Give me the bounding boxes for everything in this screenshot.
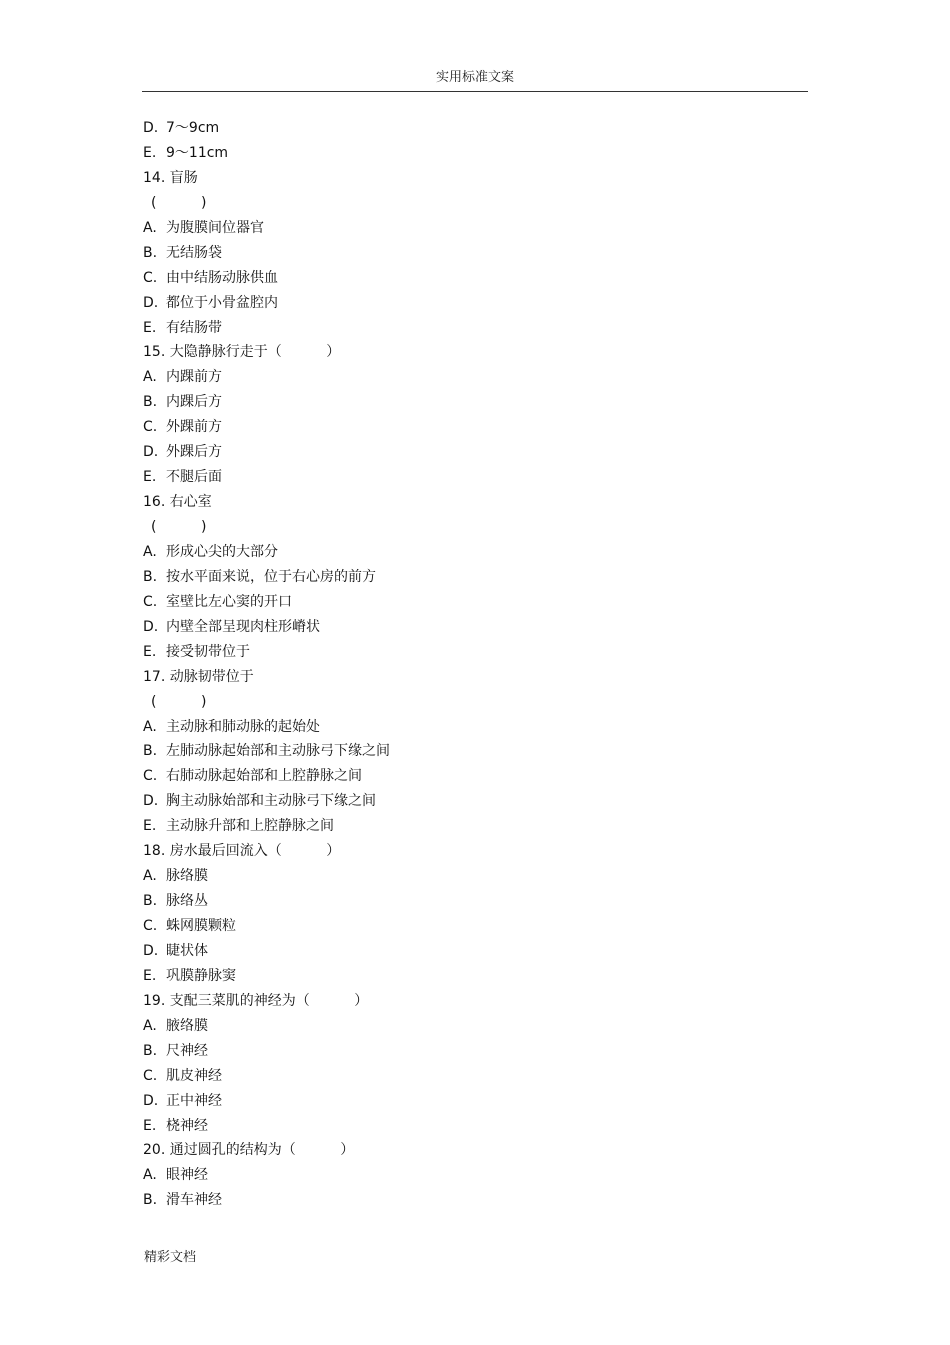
option-line: [143, 390, 803, 415]
option-line: [143, 715, 803, 740]
answer-parentheses: ( ): [151, 693, 207, 710]
option-letter: B.: [143, 394, 158, 411]
option-letter: E.: [143, 469, 157, 486]
option-text: 眼神经: [166, 1167, 208, 1184]
question-text: 15. 大隐静脉行走于（ ）: [143, 344, 341, 361]
question-stem: [143, 490, 803, 515]
option-letter: C.: [143, 918, 158, 934]
question-stem: [143, 665, 803, 690]
option-line: [143, 1163, 803, 1188]
option-line: [143, 590, 803, 615]
option-text: 由中结肠动脉供血: [166, 269, 278, 286]
option-line: [143, 1064, 803, 1089]
option-line: [143, 814, 803, 839]
option-text: 按水平面来说，位于右心房的前方: [166, 568, 376, 585]
option-text: 肌皮神经: [166, 1067, 222, 1084]
option-line: [143, 241, 803, 266]
option-letter: A.: [143, 1017, 157, 1034]
option-line: [143, 266, 803, 291]
question-stem: [143, 989, 803, 1014]
option-text: 形成心尖的大部分: [166, 543, 278, 560]
option-text: 无结肠袋: [166, 244, 222, 261]
option-text: 为腹膜间位器官: [166, 219, 264, 236]
option-line: [143, 864, 803, 889]
option-text: 右肺动脉起始部和上腔静脉之间: [166, 768, 362, 785]
option-letter: A.: [143, 543, 157, 560]
option-text: 内踝前方: [166, 369, 222, 386]
option-letter: B.: [143, 244, 158, 261]
option-letter: A.: [143, 369, 157, 386]
option-text: 脉络膜: [166, 868, 208, 885]
question-text: 14. 盲肠: [143, 169, 198, 186]
option-line: [143, 365, 803, 390]
option-text: 睫状体: [166, 942, 208, 959]
answer-parentheses: ( ): [151, 194, 207, 211]
option-letter: A.: [143, 219, 157, 236]
option-letter: D.: [143, 793, 159, 810]
option-text: 7～9cm: [166, 120, 220, 136]
option-text: 9～11cm: [166, 144, 229, 161]
option-letter: E.: [143, 1117, 157, 1134]
option-line: [143, 291, 803, 316]
question-stem: [143, 839, 803, 864]
option-letter: E.: [143, 818, 157, 835]
option-letter: B.: [143, 1192, 158, 1209]
answer-blank: [143, 191, 803, 216]
option-letter: C.: [143, 593, 158, 610]
option-line: [143, 141, 803, 166]
option-text: 有结肠带: [166, 319, 222, 336]
question-stem: [143, 340, 803, 365]
option-letter: C.: [143, 269, 158, 286]
option-text: 外踝前方: [166, 419, 222, 436]
option-text: 脉络丛: [166, 893, 208, 910]
option-line: [143, 440, 803, 465]
option-line: [143, 964, 803, 989]
option-line: [143, 565, 803, 590]
question-text: 16. 右心室: [143, 494, 212, 511]
option-letter: D.: [143, 1092, 159, 1109]
option-letter: C.: [143, 1067, 158, 1084]
option-letter: E.: [143, 144, 157, 161]
option-line: [143, 465, 803, 490]
question-list: [143, 116, 803, 1213]
option-text: 尺神经: [166, 1042, 208, 1059]
option-text: 正中神经: [166, 1092, 222, 1109]
option-line: [143, 1089, 803, 1114]
option-line: [143, 116, 803, 141]
option-letter: D.: [143, 618, 159, 635]
page-header: 实用标准文案: [435, 70, 514, 85]
option-line: [143, 415, 803, 440]
option-text: 室壁比左心窦的开口: [166, 593, 292, 610]
option-letter: D.: [143, 294, 159, 311]
option-text: 左肺动脉起始部和主动脉弓下缘之间: [166, 743, 390, 760]
option-letter: D.: [143, 444, 159, 461]
option-text: 不腿后面: [166, 469, 222, 486]
option-letter: A.: [143, 718, 157, 735]
option-letter: B.: [143, 893, 158, 910]
option-line: [143, 540, 803, 565]
option-text: 腋络膜: [166, 1017, 208, 1034]
option-text: 巩膜静脉窦: [166, 967, 236, 984]
option-letter: B.: [143, 1042, 158, 1059]
question-text: 18. 房水最后回流入（ ）: [143, 843, 341, 860]
option-text: 蛛网膜颗粒: [166, 918, 236, 934]
option-text: 接受韧带位于: [166, 643, 250, 660]
option-letter: D.: [143, 120, 159, 136]
answer-blank: [143, 690, 803, 715]
header-divider: [142, 91, 808, 92]
option-letter: B.: [143, 568, 158, 585]
option-text: 内踝后方: [166, 394, 222, 411]
question-stem: [143, 1138, 803, 1163]
option-line: [143, 1039, 803, 1064]
option-line: [143, 914, 803, 939]
answer-blank: [143, 515, 803, 540]
option-line: [143, 739, 803, 764]
option-letter: A.: [143, 868, 157, 885]
option-line: [143, 216, 803, 241]
question-text: 19. 支配三菜肌的神经为（ ）: [143, 992, 369, 1009]
option-line: [143, 1188, 803, 1213]
answer-parentheses: ( ): [151, 519, 207, 535]
option-line: [143, 939, 803, 964]
option-line: [143, 889, 803, 914]
option-line: [143, 1014, 803, 1039]
option-letter: C.: [143, 768, 158, 785]
question-text: 20. 通过圆孔的结构为（ ）: [143, 1142, 355, 1159]
option-text: 内壁全部呈现肉柱形嵴状: [166, 618, 320, 635]
option-letter: D.: [143, 942, 159, 959]
option-text: 外踝后方: [166, 444, 222, 461]
option-line: [143, 789, 803, 814]
option-letter: E.: [143, 967, 157, 984]
option-letter: E.: [143, 319, 157, 336]
question-stem: [143, 166, 803, 191]
option-text: 胸主动脉始部和主动脉弓下缘之间: [166, 793, 376, 810]
question-text: 17. 动脉韧带位于: [143, 668, 254, 685]
option-line: [143, 1114, 803, 1139]
option-line: [143, 640, 803, 665]
option-text: 桡神经: [166, 1117, 208, 1134]
option-letter: C.: [143, 419, 158, 436]
option-letter: A.: [143, 1167, 157, 1184]
option-letter: B.: [143, 743, 158, 760]
option-text: 滑车神经: [166, 1192, 222, 1209]
page-footer: 精彩文档: [144, 1250, 197, 1265]
option-letter: E.: [143, 643, 157, 660]
option-text: 都位于小骨盆腔内: [166, 294, 278, 311]
option-text: 主动脉升部和上腔静脉之间: [166, 818, 334, 835]
option-line: [143, 615, 803, 640]
option-line: [143, 764, 803, 789]
option-line: [143, 316, 803, 341]
option-text: 主动脉和肺动脉的起始处: [166, 718, 320, 735]
